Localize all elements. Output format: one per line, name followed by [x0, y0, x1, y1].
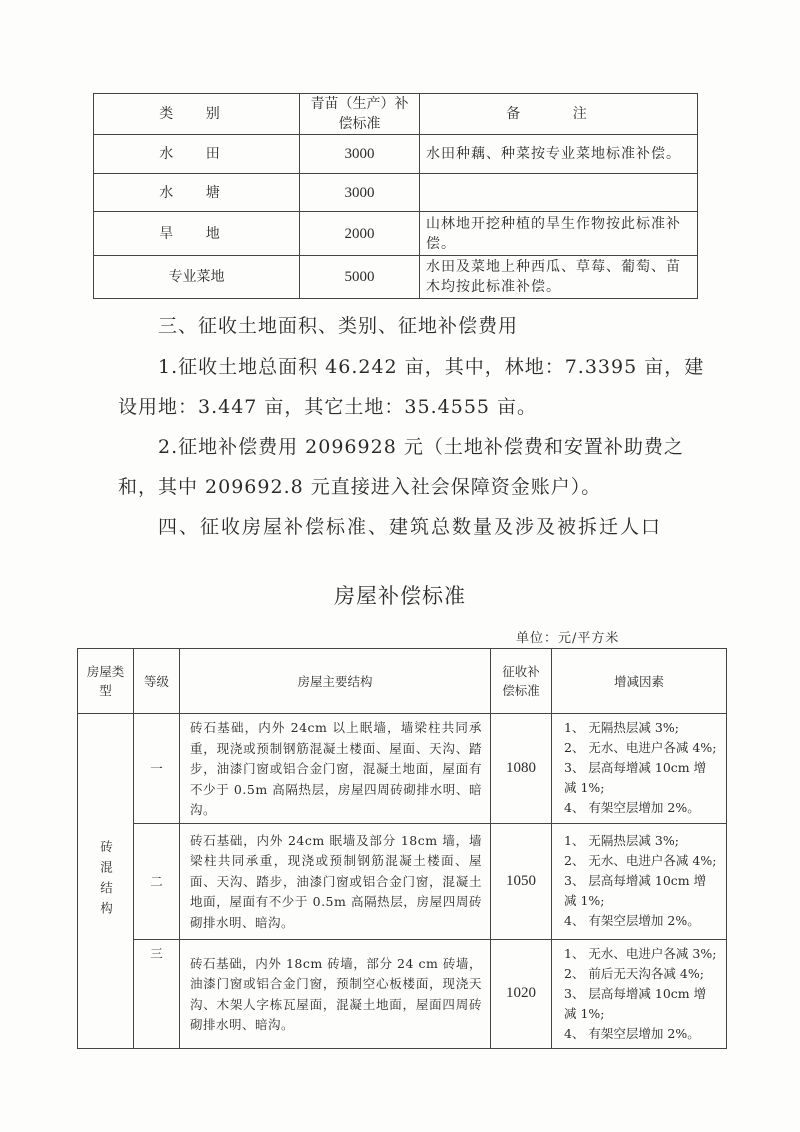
- table-row: [94, 135, 698, 174]
- factor-item: 4、 有架空层增加 2%。: [564, 1025, 700, 1041]
- header-structure: 房屋主要结构: [180, 649, 491, 714]
- table-row: [78, 939, 727, 1048]
- table-row: [94, 256, 698, 299]
- crop-compensation-table: [93, 93, 698, 299]
- factor-item: 3、 层高每增减 10cm 增减 1%;: [564, 873, 707, 908]
- standard-cell: 1020: [491, 939, 552, 1048]
- header-house-type: 房屋类型: [78, 649, 134, 714]
- section-3-item-2: 2.征地补偿费用 2096928 元（土地补偿费和安置补助费之和，其中 209692.8 元直接进入社会保障资金账户）。: [118, 436, 684, 498]
- standard-cell: 2000: [300, 212, 420, 256]
- header-grade: 等级: [134, 649, 180, 714]
- factors-cell: [552, 939, 727, 1048]
- house-table-title: 房屋补偿标准: [334, 584, 466, 608]
- table-header-row: [94, 94, 698, 135]
- standard-cell: 3000: [300, 135, 420, 174]
- factor-item: 2、 无水、电进户各减 4%;: [564, 740, 717, 756]
- grade-cell: 一: [134, 714, 180, 824]
- factor-item: 1、 无隔热层减 3%;: [564, 833, 679, 848]
- grade-cell: 二: [134, 823, 180, 939]
- table-row: [94, 174, 698, 212]
- table-row: [78, 714, 727, 824]
- house-table-unit: 单位：元/平方米: [516, 631, 620, 646]
- structure-cell: 砖石基础，内外 24cm 眠墙及部分 18cm 墙，墙梁柱共同承重，现浇或预制钢筋混凝土楼面、屋面、天沟、踏步，油漆门窗或铝合金门窗，混凝土地面，屋面有不少于 0.5m 高隔热层，房屋四周砖砌排水明、暗沟。: [180, 823, 491, 939]
- factor-item: 4、 有架空层增加 2%。: [564, 800, 700, 816]
- category-cell: 专业菜地: [94, 256, 300, 299]
- section-4-heading: 四、征收房屋补偿标准、建筑总数量及涉及被拆迁人口: [158, 516, 663, 538]
- table-header-row: [78, 649, 727, 714]
- factor-item: 1、 无隔热层减 3%;: [564, 720, 679, 736]
- factor-item: 3、 层高每增减 10cm 增减 1%;: [564, 985, 707, 1021]
- factor-item: 2、 无水、电进户各减 4%;: [564, 853, 717, 868]
- standard-cell: 5000: [300, 256, 420, 299]
- section-3-item-1: 1.征收土地总面积 46.242 亩，其中，林地：7.3395 亩，建设用地：3.447 亩，其它土地：35.4555 亩。: [118, 356, 705, 418]
- factors-cell: [552, 714, 727, 824]
- house-compensation-table: [77, 648, 727, 1049]
- note-cell: 水田种藕、种菜按专业菜地标准补偿。: [420, 135, 698, 174]
- note-cell: 山林地开挖种植的旱生作物按此标准补偿。: [420, 212, 698, 256]
- standard-cell: 3000: [300, 174, 420, 212]
- factor-item: 1、 无水、电进户各减 3%;: [564, 945, 717, 961]
- header-note: 备 注: [420, 94, 698, 135]
- table-row: [94, 212, 698, 256]
- factors-cell: [552, 823, 727, 939]
- category-cell: 旱 地: [94, 212, 300, 256]
- category-cell: 水 田: [94, 135, 300, 174]
- structure-cell: 砖石基础，内外 18cm 砖墙，部分 24 cm 砖墙，油漆门窗或铝合金门窗，预制空心板楼面，现浇天沟、木架人字栋瓦屋面，混凝土地面，屋面四周砖砌排水明、暗沟。: [180, 939, 491, 1048]
- header-standard: 征收补偿标准: [491, 649, 552, 714]
- header-factors: 增减因素: [552, 649, 727, 714]
- table-row: [78, 823, 727, 939]
- note-cell: 水田及菜地上种西瓜、草莓、葡萄、苗木均按此标准补偿。: [420, 256, 698, 299]
- standard-cell: 1050: [491, 823, 552, 939]
- note-cell: [420, 174, 698, 212]
- grade-cell: 三: [134, 939, 180, 1048]
- house-type-cell: 砖混结构: [78, 714, 134, 1049]
- standard-cell: 1080: [491, 714, 552, 824]
- structure-cell: 砖石基础，内外 24cm 以上眠墙，墙梁柱共同承重，现浇或预制钢筋混凝土楼面、屋面、天沟、踏步，油漆门窗或铝合金门窗，混凝土地面，屋面有不少于 0.5m 高隔热层，房屋四周砖砌排水明、暗沟。: [180, 714, 491, 824]
- section-3-heading: 三、征收土地面积、类别、征地补偿费用: [158, 315, 519, 337]
- factor-item: 2、 前后无天沟各减 4%;: [564, 965, 704, 981]
- header-standard: 青苗（生产）补偿标准: [300, 94, 420, 135]
- category-cell: 水 塘: [94, 174, 300, 212]
- factor-item: 4、 有架空层增加 2%。: [564, 913, 700, 928]
- factor-item: 3、 层高每增减 10cm 增减 1%;: [564, 760, 707, 796]
- header-category: 类 别: [94, 94, 300, 135]
